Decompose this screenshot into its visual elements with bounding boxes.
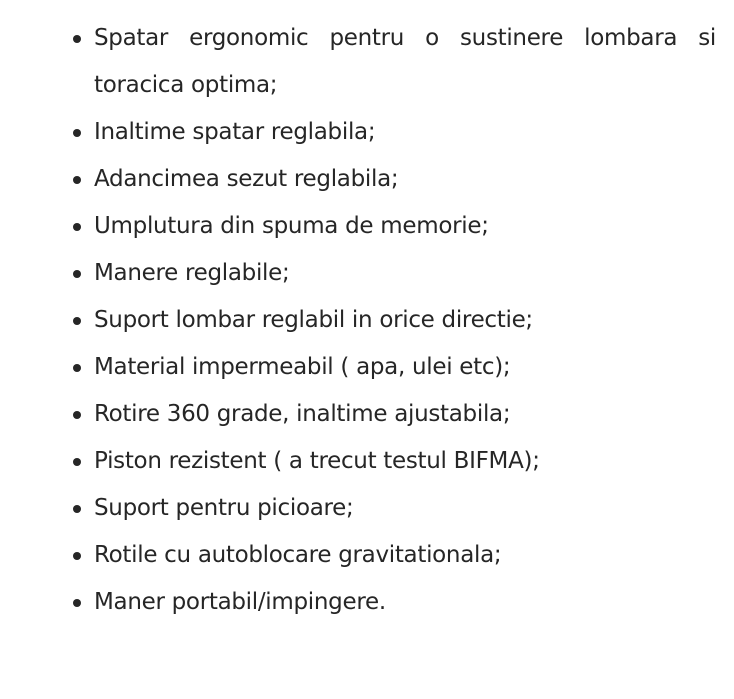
list-item bbox=[94, 485, 716, 532]
bullet-icon bbox=[73, 552, 81, 560]
list-item bbox=[94, 297, 716, 344]
list-item bbox=[94, 438, 716, 485]
list-item-text: Rotile cu autoblocare gravitationala; bbox=[94, 542, 502, 568]
bullet-icon bbox=[73, 129, 81, 137]
bullet-icon bbox=[73, 458, 81, 466]
list-item bbox=[94, 579, 716, 626]
list-item-text: Suport lombar reglabil in orice directie; bbox=[94, 307, 533, 333]
list-item bbox=[94, 344, 716, 391]
list-item-text: Inaltime spatar reglabila; bbox=[94, 119, 376, 145]
list-item bbox=[94, 391, 716, 438]
bullet-icon bbox=[73, 35, 81, 43]
bullet-icon bbox=[73, 317, 81, 325]
list-item bbox=[94, 109, 716, 156]
bullet-icon bbox=[73, 364, 81, 372]
list-item-text: Material impermeabil ( apa, ulei etc); bbox=[94, 354, 511, 380]
bullet-icon bbox=[73, 411, 81, 419]
list-item-text: Umplutura din spuma de memorie; bbox=[94, 213, 489, 239]
list-item-text: Maner portabil/impingere. bbox=[94, 589, 386, 615]
list-item bbox=[94, 15, 716, 109]
list-item-text: Spatar ergonomic pentru o sustinere lombara si toracica optima; bbox=[94, 25, 716, 98]
list-item bbox=[94, 156, 716, 203]
list-item bbox=[94, 250, 716, 297]
bullet-icon bbox=[73, 176, 81, 184]
list-item-text: Suport pentru picioare; bbox=[94, 495, 354, 521]
bullet-icon bbox=[73, 223, 81, 231]
list-item-text: Manere reglabile; bbox=[94, 260, 290, 286]
list-item bbox=[94, 203, 716, 250]
list-item bbox=[94, 532, 716, 579]
list-item-text: Rotire 360 grade, inaltime ajustabila; bbox=[94, 401, 511, 427]
bullet-icon bbox=[73, 270, 81, 278]
bullet-icon bbox=[73, 505, 81, 513]
bullet-icon bbox=[73, 599, 81, 607]
feature-list bbox=[94, 15, 716, 626]
list-item-text: Adancimea sezut reglabila; bbox=[94, 166, 399, 192]
list-item-text: Piston rezistent ( a trecut testul BIFMA); bbox=[94, 448, 540, 474]
